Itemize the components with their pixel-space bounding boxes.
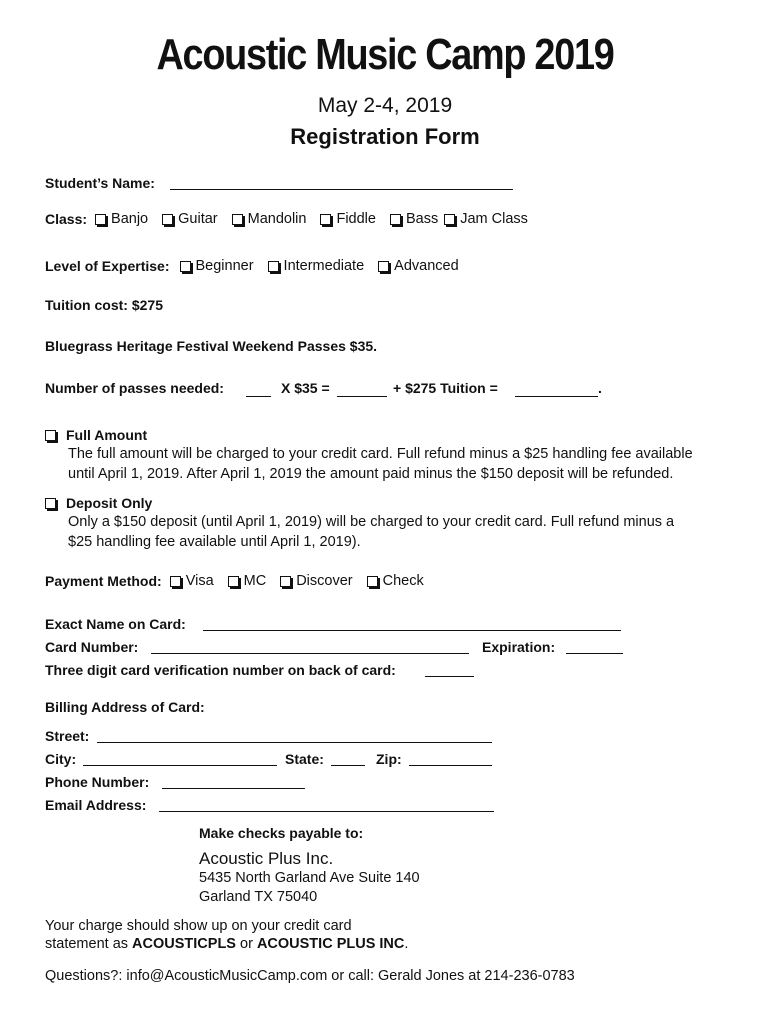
statement-name-short: ACOUSTICPLS	[132, 936, 236, 952]
class-option-banjo[interactable]: Banjo	[95, 211, 148, 227]
payment-option-check[interactable]: Check	[367, 573, 424, 589]
checkbox-icon[interactable]	[170, 576, 181, 587]
checkbox-icon[interactable]	[378, 261, 389, 272]
card-name-field[interactable]	[203, 630, 621, 631]
checks-heading: Make checks payable to:	[199, 825, 364, 841]
card-name-label: Exact Name on Card:	[45, 616, 186, 632]
passes-subtotal-field[interactable]	[337, 396, 387, 397]
checkbox-icon[interactable]	[232, 214, 243, 225]
level-option-beginner[interactable]: Beginner	[180, 258, 254, 274]
cvv-field[interactable]	[425, 676, 474, 677]
email-label: Email Address:	[45, 797, 147, 813]
payment-method-label: Payment Method:	[45, 573, 162, 589]
full-amount-option[interactable]	[45, 427, 147, 443]
zip-field[interactable]	[409, 765, 492, 766]
checkbox-icon[interactable]	[180, 261, 191, 272]
passes-tuition-label: + $275 Tuition =	[393, 380, 498, 396]
street-field[interactable]	[97, 742, 492, 743]
payment-option-discover[interactable]: Discover	[280, 573, 352, 589]
checkbox-icon[interactable]	[268, 261, 279, 272]
statement-line2: statement as ACOUSTICPLS or ACOUSTIC PLUS INC.	[45, 936, 409, 952]
passes-count-field[interactable]	[246, 396, 271, 397]
city-label: City:	[45, 751, 77, 767]
student-name-label: Student’s Name:	[45, 175, 155, 191]
deposit-only-label: Deposit Only	[66, 495, 153, 511]
company-address-line1: 5435 North Garland Ave Suite 140	[199, 870, 420, 886]
class-option-bass[interactable]: Bass	[390, 211, 438, 227]
passes-total-field[interactable]	[515, 396, 598, 397]
cvv-label: Three digit card verification number on back of card:	[45, 662, 396, 678]
page-title: Acoustic Music Camp 2019	[156, 30, 614, 79]
level-option-intermediate[interactable]: Intermediate	[268, 258, 365, 274]
payment-method-row	[45, 573, 438, 589]
phone-label: Phone Number:	[45, 774, 150, 790]
passes-heading: Bluegrass Heritage Festival Weekend Passes $35.	[45, 338, 378, 354]
level-row	[45, 258, 473, 274]
checkbox-icon[interactable]	[45, 498, 56, 509]
passes-needed-label: Number of passes needed:	[45, 380, 224, 396]
expiration-label: Expiration:	[482, 639, 556, 655]
student-name-field[interactable]	[170, 189, 513, 190]
full-amount-label: Full Amount	[66, 427, 148, 443]
card-number-label: Card Number:	[45, 639, 139, 655]
class-option-guitar[interactable]: Guitar	[162, 211, 218, 227]
class-option-mandolin[interactable]: Mandolin	[232, 211, 307, 227]
passes-multiply-label: X $35 =	[281, 380, 330, 396]
checkbox-icon[interactable]	[444, 214, 455, 225]
passes-end: .	[598, 380, 602, 396]
checkbox-icon[interactable]	[95, 214, 106, 225]
deposit-only-description: Only a $150 deposit (until April 1, 2019) will be charged to your credit card. Full refund minus a $25 handling fee available until April 1, 2019).	[68, 514, 675, 550]
tuition-cost: Tuition cost: $275	[45, 297, 163, 313]
checkbox-icon[interactable]	[228, 576, 239, 587]
level-option-advanced[interactable]: Advanced	[378, 258, 459, 274]
class-option-fiddle[interactable]: Fiddle	[320, 211, 376, 227]
card-number-field[interactable]	[151, 653, 469, 654]
phone-field[interactable]	[162, 788, 305, 789]
zip-label: Zip:	[376, 751, 402, 767]
checkbox-icon[interactable]	[162, 214, 173, 225]
questions-contact: Questions?: info@AcousticMusicCamp.com or call: Gerald Jones at 214-236-0783	[45, 968, 575, 984]
state-label: State:	[285, 751, 324, 767]
email-field[interactable]	[159, 811, 494, 812]
company-address-line2: Garland TX 75040	[199, 889, 318, 905]
payment-option-mc[interactable]: MC	[228, 573, 267, 589]
city-field[interactable]	[83, 765, 277, 766]
event-dates: May 2-4, 2019	[317, 94, 453, 117]
statement-line1: Your charge should show up on your credit card	[45, 918, 352, 934]
checkbox-icon[interactable]	[320, 214, 331, 225]
deposit-only-option[interactable]	[45, 495, 152, 511]
class-option-jam-class[interactable]: Jam Class	[444, 211, 528, 227]
class-row	[45, 211, 542, 227]
company-name: Acoustic Plus Inc.	[199, 849, 334, 868]
form-title: Registration Form	[290, 124, 480, 149]
class-label: Class:	[45, 211, 88, 227]
checkbox-icon[interactable]	[280, 576, 291, 587]
billing-heading: Billing Address of Card:	[45, 699, 205, 715]
checkbox-icon[interactable]	[45, 430, 56, 441]
statement-name-long: ACOUSTIC PLUS INC	[256, 936, 405, 952]
state-field[interactable]	[331, 765, 365, 766]
full-amount-description: The full amount will be charged to your credit card. Full refund minus a $25 handling fee available until April 1, 2019. After April 1, 2019 the amount paid minus the $150 deposit will be refunded.	[68, 446, 693, 482]
payment-option-visa[interactable]: Visa	[170, 573, 214, 589]
checkbox-icon[interactable]	[367, 576, 378, 587]
level-label: Level of Expertise:	[45, 258, 170, 274]
checkbox-icon[interactable]	[390, 214, 401, 225]
street-label: Street:	[45, 728, 90, 744]
expiration-field[interactable]	[566, 653, 623, 654]
